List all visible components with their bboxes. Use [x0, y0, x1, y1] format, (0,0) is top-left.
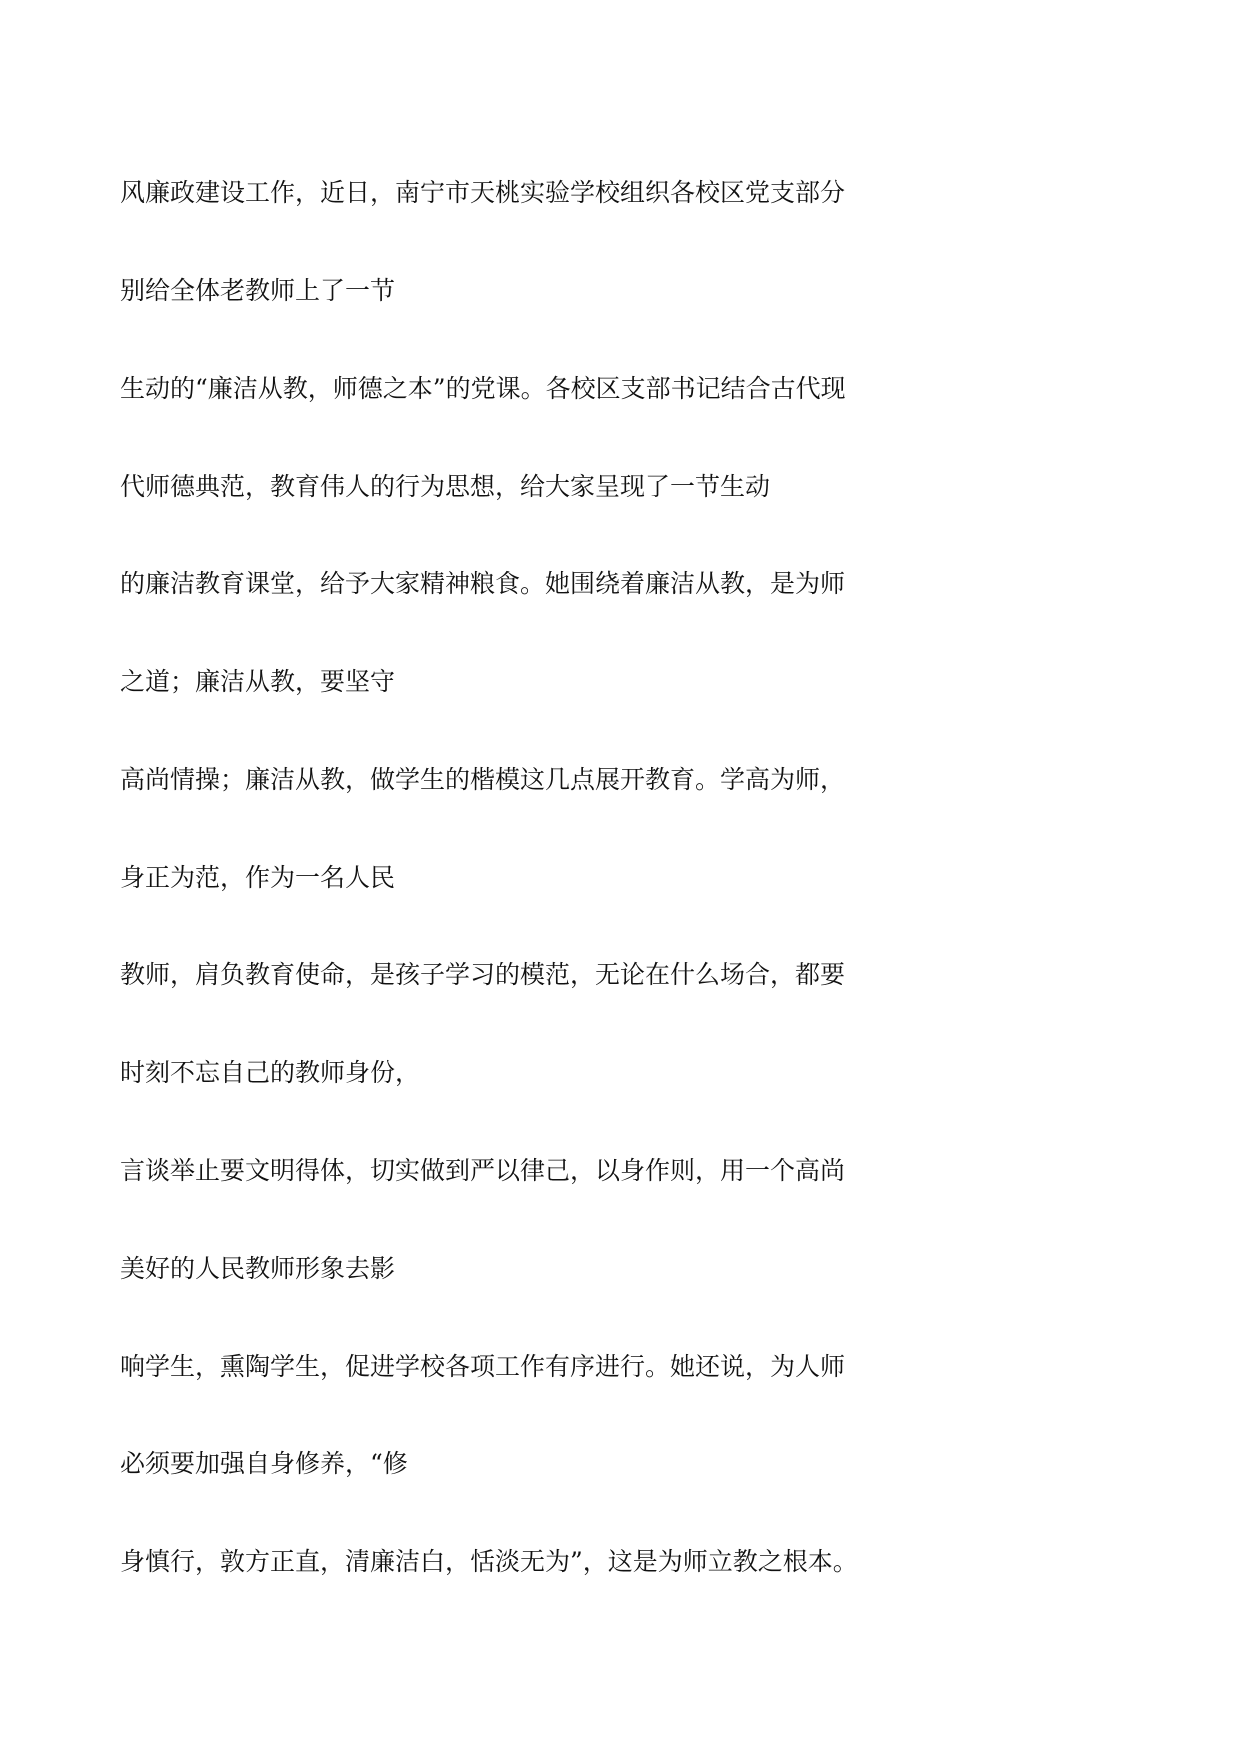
text-line: 言谈举止要文明得体，切实做到严以律己，以身作则，用一个高尚: [120, 1156, 846, 1185]
text-line: 代师德典范，教育伟人的行为思想，给大家呈现了一节生动: [120, 472, 771, 501]
text-line: 风廉政建设工作，近日，南宁市天桃实验学校组织各校区党支部分: [120, 178, 846, 207]
text-line: 的廉洁教育课堂，给予大家精神粮食。她围绕着廉洁从教，是为师: [120, 569, 846, 598]
text-line: 教师，肩负教育使命，是孩子学习的模范，无论在什么场合，都要: [120, 960, 846, 989]
text-line: 生动的“廉洁从教，师德之本”的党课。各校区支部书记结合古代现: [120, 374, 846, 403]
text-line: 高尚情操；廉洁从教，做学生的楷模这几点展开教育。学高为师，: [120, 765, 846, 794]
text-line: 身正为范，作为一名人民: [120, 863, 396, 892]
text-line: 美好的人民教师形象去影: [120, 1254, 396, 1283]
text-line: 必须要加强自身修养，“修: [120, 1449, 408, 1478]
text-line: 身慎行，敦方正直，清廉洁白，恬淡无为”，这是为师立教之根本。: [120, 1547, 858, 1576]
text-line: 响学生，熏陶学生，促进学校各项工作有序进行。她还说，为人师: [120, 1352, 846, 1381]
text-line: 之道；廉洁从教，要坚守: [120, 667, 396, 696]
text-line: 别给全体老教师上了一节: [120, 276, 396, 305]
text-line: 时刻不忘自己的教师身份，: [120, 1058, 421, 1087]
